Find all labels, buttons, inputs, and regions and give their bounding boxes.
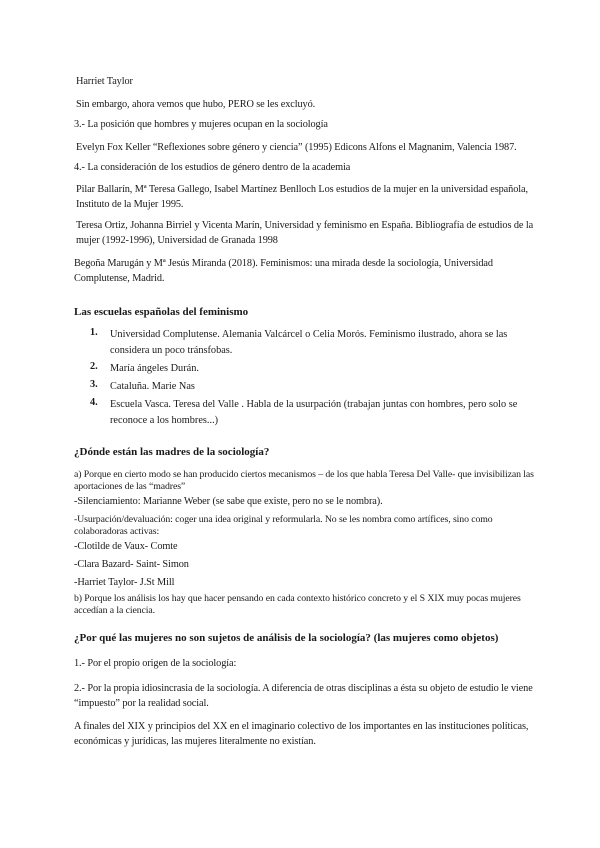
collaborator-2: -Clara Bazard- Saint- Simon [74,559,189,570]
mothers-a: a) Porque en cierto modo se han producido ciertos mecanismos – de los que habla Teresa Del Valle- que invisibilizan las aportaciones de las “madres” [74,469,534,492]
mothers-silenciamiento: -Silenciamiento: Marianne Weber (se sabe que existe, pero no se le nombra). [74,496,383,507]
heading-schools: Las escuelas españolas del feminismo [74,306,249,318]
list-item: Universidad Complutense. Alemania Valcárcel o Celia Morós. Feminismo ilustrado, ahora se las considera un poco tránsfobas. [110,329,508,356]
text-excluded: Sin embargo, ahora vemos que hubo, PERO se les excluyó. [76,99,316,110]
mothers-b: b) Porque los análisis los hay que hacer pensando en cada contexto histórico concreto y el S XIX muy pocas mujeres accedían a la ciencia. [74,593,521,616]
list-item: María ángeles Durán. [110,363,199,374]
ref-marugan: Begoña Marugán y Mª Jesús Miranda (2018). Feminismos: una mirada desde la sociología, Universidad Complutense, Madrid. [74,258,493,284]
collaborator-3: -Harriet Taylor- J.St Mill [74,577,175,588]
subjects-p3: A finales del XIX y principios del XX en el imaginario colectivo de los importantes en las instituciones políticas, económicas y jurídicas, las mujeres literalmente no existían. [74,721,529,747]
list-item: Escuela Vasca. Teresa del Valle . Habla de la usurpación (trabajan juntas con hombres, pero solo se reconoce a los hombres...) [110,399,518,426]
collaborator-1: -Clotilde de Vaux- Comte [74,541,178,552]
list-item: Cataluña. Marie Nas [110,381,195,392]
list-item-number: 1. [90,327,98,338]
point-3: 3.- La posición que hombres y mujeres ocupan en la sociología [74,119,328,130]
ref-ortiz: Teresa Ortiz, Johanna Birriel y Vicenta Marín, Universidad y feminismo en España. Bibliografía de estudios de la mujer (1992-1996), Universidad de Granada 1998 [76,220,534,246]
list-item-number: 3. [90,379,98,390]
list-item-number: 4. [90,397,98,408]
ref-ballarin: Pilar Ballarín, Mª Teresa Gallego, Isabel Martínez Benlloch Los estudios de la mujer en la universidad española, Instituto de la Mujer 1995. [76,184,528,210]
subjects-p2: 2.- Por la propia idiosincrasia de la sociología. A diferencia de otras disciplinas a ésta su objeto de estudio le viene “impuesto” por la realidad social. [74,683,533,709]
list-item-number: 2. [90,361,98,372]
point-4: 4.- La consideración de los estudios de género dentro de la academia [74,162,351,173]
mothers-usurpacion: -Usurpación/devaluación: coger una idea original y reformularla. No se les nombra como artífices, sino como colaboradoras activas: [74,514,493,537]
heading-subjects: ¿Por qué las mujeres no son sujetos de análisis de la sociología? (las mujeres como objetos) [74,632,499,644]
text-harriet-taylor: Harriet Taylor [76,76,133,87]
ref-fox-keller: Evelyn Fox Keller “Reflexiones sobre género y ciencia” (1995) Edicons Alfons el Magnanim, Valencia 1987. [76,142,517,153]
heading-mothers: ¿Dónde están las madres de la sociología? [74,446,270,458]
subjects-p1: 1.- Por el propio origen de la sociología: [74,658,237,669]
